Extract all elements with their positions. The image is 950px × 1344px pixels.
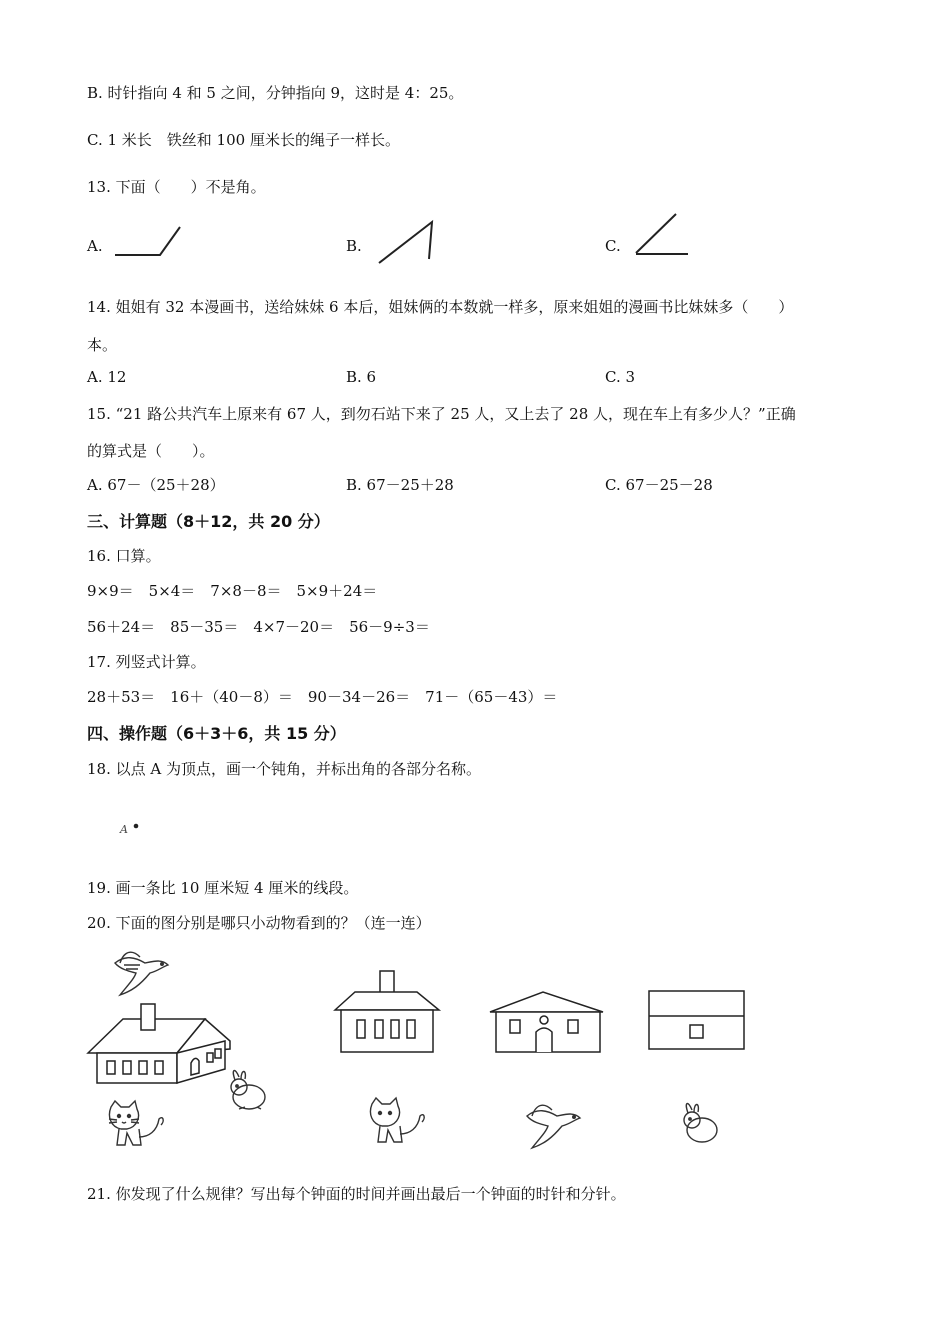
rabbit-option	[676, 1100, 726, 1148]
bird-drawing	[115, 952, 168, 995]
q14-option-b: B. 6	[346, 368, 377, 386]
q17-stem: 17. 列竖式计算。	[87, 653, 206, 671]
view-side-house	[488, 990, 608, 1056]
q12-option-c: C. 1 米长 铁丝和 100 厘米长的绳子一样长。	[87, 131, 400, 149]
point-a-label: A	[120, 823, 128, 836]
q15-stem-line1: 15. “21 路公共汽车上原来有 67 人，到勿石站下来了 25 人，又上去了 28 人，现在车上有多少人？”正确	[87, 405, 796, 423]
q13-label-a: A.	[87, 237, 103, 255]
view-top-house	[647, 989, 747, 1053]
q14-option-a: A. 12	[87, 368, 127, 386]
section-4-title: 四、操作题（6＋3＋6，共 15 分）	[87, 724, 346, 743]
q20-stem: 20. 下面的图分别是哪只小动物看到的？（连一连）	[87, 914, 431, 932]
q19-stem: 19. 画一条比 10 厘米短 4 厘米的线段。	[87, 879, 359, 897]
q16-row-2: 56＋24＝ 85－35＝ 4×7－20＝ 56－9÷3＝	[87, 618, 430, 636]
q14-option-c: C. 3	[605, 368, 636, 386]
q15-stem-line2: 的算式是（ ）。	[87, 442, 215, 460]
rabbit-drawing	[231, 1071, 265, 1109]
q15-option-a: A. 67－（25＋28）	[87, 476, 225, 494]
q16-row-1: 9×9＝ 5×4＝ 7×8－8＝ 5×9＋24＝	[87, 582, 378, 600]
q15-option-b: B. 67－25＋28	[346, 476, 454, 494]
q13-stem: 13. 下面（ ）不是角。	[87, 178, 266, 196]
point-a-dot	[133, 823, 139, 829]
cat-option	[368, 1098, 430, 1148]
q14-stem-line1: 14. 姐姐有 32 本漫画书，送给妹妹 6 本后，姐妹俩的本数就一样多，原来姐姐的漫画书比妹妹多（ ）	[87, 298, 794, 316]
q13-figure-c	[630, 210, 700, 260]
view-front-house	[333, 968, 443, 1058]
q13-figure-b	[372, 214, 442, 269]
q21-stem: 21. 你发现了什么规律？写出每个钟面的时间并画出最后一个钟面的时针和分针。	[87, 1185, 626, 1203]
q13-figure-a	[110, 222, 190, 262]
q20-scene	[85, 945, 285, 1155]
q15-option-c: C. 67－25－28	[605, 476, 713, 494]
house-3d-drawing	[88, 1004, 230, 1083]
q16-stem: 16. 口算。	[87, 547, 161, 565]
q17-row: 28＋53＝ 16＋（40－8）＝ 90－34－26＝ 71－（65－43）＝	[87, 688, 558, 706]
q13-label-b: B.	[346, 237, 362, 255]
section-3-title: 三、计算题（8＋12，共 20 分）	[87, 512, 330, 531]
bird-option	[522, 1098, 584, 1152]
q18-stem: 18. 以点 A 为顶点，画一个钝角，并标出角的各部分名称。	[87, 760, 481, 778]
q13-label-c: C.	[605, 237, 621, 255]
q12-option-b: B. 时针指向 4 和 5 之间，分钟指向 9，这时是 4：25。	[87, 84, 464, 102]
q14-stem-line2: 本。	[87, 336, 118, 354]
cat-drawing	[109, 1101, 163, 1145]
